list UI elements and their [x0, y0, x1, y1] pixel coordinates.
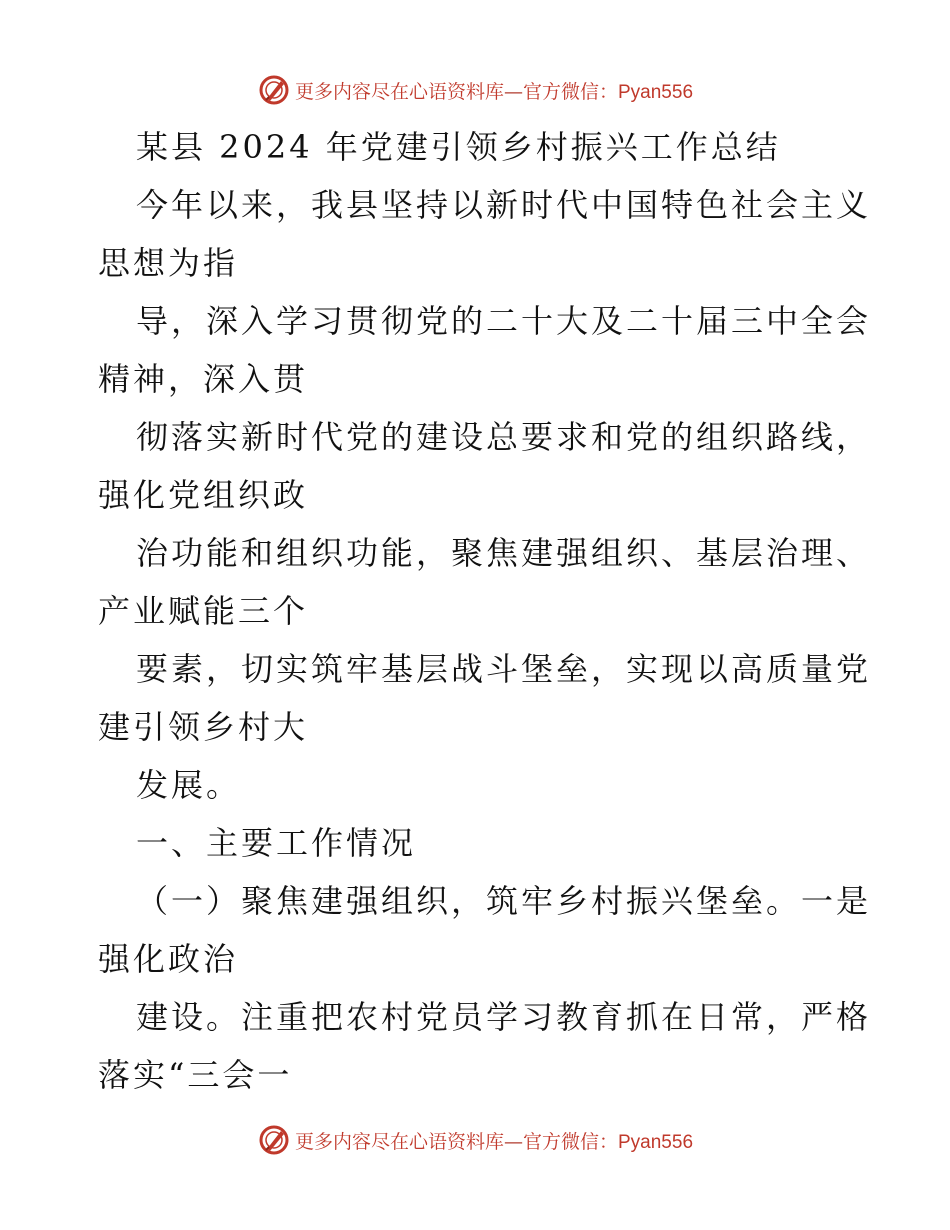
watermark-dash: —: [503, 1130, 523, 1153]
paragraph-line: 建设。注重把农村党员学习教育抓在日常，严格: [136, 998, 872, 1036]
watermark-wechat-label: 官方微信：: [522, 80, 618, 103]
watermark-text: 更多内容尽在心语资料库: [294, 80, 504, 103]
pen-nib-seal-icon: [257, 73, 291, 107]
footer-watermark: [0, 1120, 950, 1160]
paragraph-line: 治功能和组织功能，聚焦建强组织、基层治理、: [136, 534, 872, 572]
watermark-wechat-label: 官方微信：: [522, 1130, 618, 1153]
watermark-wechat-id: Pyan556: [618, 1131, 694, 1153]
paragraph-line: 落实“三会一: [98, 1056, 293, 1094]
header-watermark: [0, 70, 950, 110]
paragraph-line: 今年以来，我县坚持以新时代中国特色社会主义: [136, 186, 872, 224]
section-heading: 一、主要工作情况: [136, 824, 417, 862]
paragraph-line: 建引领乡村大: [98, 708, 309, 746]
paragraph-line: 要素，切实筑牢基层战斗堡垒，实现以高质量党: [136, 650, 872, 688]
document-title: 某县 2024 年党建引领乡村振兴工作总结: [136, 128, 781, 166]
paragraph-line: 思想为指: [98, 244, 239, 282]
watermark-wechat-id: Pyan556: [618, 81, 694, 103]
paragraph-line: （一）聚焦建强组织，筑牢乡村振兴堡垒。一是: [136, 882, 872, 920]
paragraph-line: 精神，深入贯: [98, 360, 309, 398]
paragraph-line: 彻落实新时代党的建设总要求和党的组织路线，: [136, 418, 872, 456]
watermark-text: 更多内容尽在心语资料库: [294, 1130, 504, 1153]
pen-nib-seal-icon: [257, 1123, 291, 1157]
paragraph-line: 导，深入学习贯彻党的二十大及二十届三中全会: [136, 302, 872, 340]
watermark-dash: —: [503, 80, 523, 103]
document-body: [98, 118, 872, 1104]
paragraph-line: 发展。: [136, 766, 242, 804]
paragraph-line: 强化政治: [98, 940, 239, 978]
paragraph-line: 产业赋能三个: [98, 592, 309, 630]
paragraph-line: 强化党组织政: [98, 476, 309, 514]
